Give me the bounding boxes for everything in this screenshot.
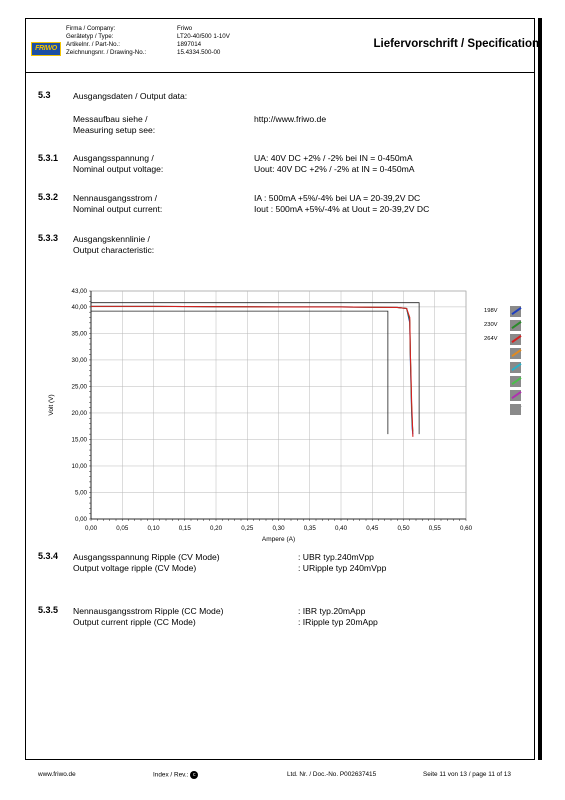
section-5-3-2-number: 5.3.2	[38, 192, 59, 202]
section-5-3-number: 5.3	[38, 90, 51, 100]
y-tick-label: 25,00	[71, 383, 87, 391]
current-ripple-value-en: : IRipple typ 20mApp	[298, 617, 378, 627]
output-current-label-en: Nominal output current:	[73, 204, 163, 214]
series-toggle-icon[interactable]	[510, 362, 521, 373]
series-toggle-icon[interactable]	[510, 404, 521, 415]
x-tick-label: 0,35	[303, 525, 316, 532]
revision-mark-icon: c	[190, 771, 198, 779]
y-tick-label: 20,00	[71, 409, 87, 417]
setup-label-de: Messaufbau siehe /	[73, 114, 148, 124]
legend-entry	[484, 376, 524, 388]
company-value: Friwo	[177, 25, 193, 32]
x-tick-label: 0,40	[334, 525, 348, 532]
legend-entry	[484, 306, 524, 318]
voltage-ripple-label-en: Output voltage ripple (CV Mode)	[73, 563, 197, 573]
type-label: Gerätetyp / Type:	[66, 33, 114, 40]
y-tick-label: 35,00	[71, 330, 87, 338]
header-divider	[25, 72, 535, 73]
x-tick-label: 0,25	[241, 525, 254, 532]
current-ripple-label-de: Nennausgangsstrom Ripple (CC Mode)	[73, 606, 224, 616]
output-voltage-value-en: Uout: 40V DC +2% / -2% at IN = 0-450mA	[254, 164, 415, 174]
x-axis-label: Ampere (A)	[261, 536, 296, 543]
x-tick-label: 0,55	[428, 525, 441, 532]
output-voltage-value-de: UA: 40V DC +2% / -2% bei IN = 0-450mA	[254, 153, 413, 163]
drawing-no-value: 15.4334.500-00	[177, 49, 221, 56]
section-5-3-4-number: 5.3.4	[38, 551, 59, 561]
legend-label: 264V	[484, 336, 498, 342]
output-voltage-label-en: Nominal output voltage:	[73, 164, 164, 174]
document-title: Liefervorschrift / Specification	[373, 38, 539, 50]
x-tick-label: 0,30	[272, 525, 285, 532]
y-tick-label: 40,00	[71, 303, 87, 311]
margin-bar	[538, 18, 542, 760]
y-tick-label: 15,00	[71, 436, 87, 444]
x-tick-label: 0,45	[366, 525, 379, 532]
section-5-3-label: Ausgangsdaten / Output data:	[73, 91, 188, 101]
y-tick-label: 5,00	[74, 489, 87, 497]
voltage-ripple-value-de: : UBR typ.240mVpp	[298, 552, 374, 562]
x-tick-label: 0,05	[116, 525, 129, 532]
y-axis-label: Volt (V)	[48, 394, 55, 416]
output-voltage-label-de: Ausgangsspannung /	[73, 153, 154, 163]
legend-entry	[484, 362, 524, 374]
legend-entry	[484, 404, 524, 416]
voltage-ripple-label-de: Ausgangsspannung Ripple (CV Mode)	[73, 552, 220, 562]
output-char-label-en: Output characteristic:	[73, 245, 155, 255]
footer-doc-number: Ltd. Nr. / Doc.-No. P002637415	[287, 771, 377, 778]
footer-index-label: Index / Rev.:	[153, 771, 189, 779]
current-ripple-label-en: Output current ripple (CC Mode)	[73, 617, 196, 627]
y-tick-label: 0,00	[74, 516, 87, 523]
y-tick-label: 43,00	[71, 288, 87, 295]
section-5-3-5-number: 5.3.5	[38, 605, 59, 615]
x-tick-label: 0,10	[147, 525, 160, 532]
output-characteristic-chart	[40, 280, 480, 550]
type-value: LT20-40/500 1-10V	[177, 33, 230, 40]
y-tick-label: 10,00	[71, 462, 87, 470]
footer-page-number: Seite 11 von 13 / page 11 of 13	[423, 771, 511, 778]
legend-entry	[484, 390, 524, 402]
output-char-label-de: Ausgangskennlinie /	[73, 234, 150, 244]
x-tick-label: 0,00	[84, 525, 98, 532]
section-5-3-3-number: 5.3.3	[38, 233, 59, 243]
footer-index	[153, 771, 198, 779]
part-no-label: Artikelnr. / Part-No.:	[66, 41, 120, 48]
series-toggle-icon[interactable]	[510, 376, 521, 387]
legend-entry	[484, 320, 524, 332]
output-current-label-de: Nennausgangsstrom /	[73, 193, 158, 203]
footer-website: www.friwo.de	[38, 771, 76, 778]
series-toggle-icon[interactable]	[510, 348, 521, 359]
legend-label: 198V	[484, 308, 498, 314]
voltage-ripple-value-en: : URipple typ 240mVpp	[298, 563, 387, 573]
friwo-logo: FRIWO	[31, 42, 61, 56]
y-tick-label: 30,00	[71, 356, 87, 364]
setup-link[interactable]: http://www.friwo.de	[254, 114, 327, 124]
series-toggle-icon[interactable]	[510, 306, 521, 317]
x-tick-label: 0,15	[178, 525, 191, 532]
output-current-value-en: Iout : 500mA +5%/-4% at Uout = 20-39,2V DC	[254, 204, 430, 214]
series-toggle-icon[interactable]	[510, 390, 521, 401]
part-no-value: 1897014	[177, 41, 202, 48]
section-5-3-1-number: 5.3.1	[38, 153, 59, 163]
series-toggle-icon[interactable]	[510, 334, 521, 345]
setup-label-en: Measuring setup see:	[73, 125, 156, 135]
current-ripple-value-de: : IBR typ.20mApp	[298, 606, 366, 616]
drawing-no-label: Zeichnungsnr. / Drawing-No.:	[66, 49, 147, 56]
legend-label: 230V	[484, 322, 498, 328]
x-tick-label: 0,50	[397, 525, 410, 532]
x-tick-label: 0,20	[209, 525, 223, 532]
series-toggle-icon[interactable]	[510, 320, 521, 331]
legend-entry	[484, 348, 524, 360]
legend-entry	[484, 334, 524, 346]
x-tick-label: 0,60	[459, 525, 473, 532]
company-label: Firma / Company:	[66, 25, 116, 32]
output-current-value-de: IA : 500mA +5%/-4% bei UA = 20-39,2V DC	[254, 193, 421, 203]
